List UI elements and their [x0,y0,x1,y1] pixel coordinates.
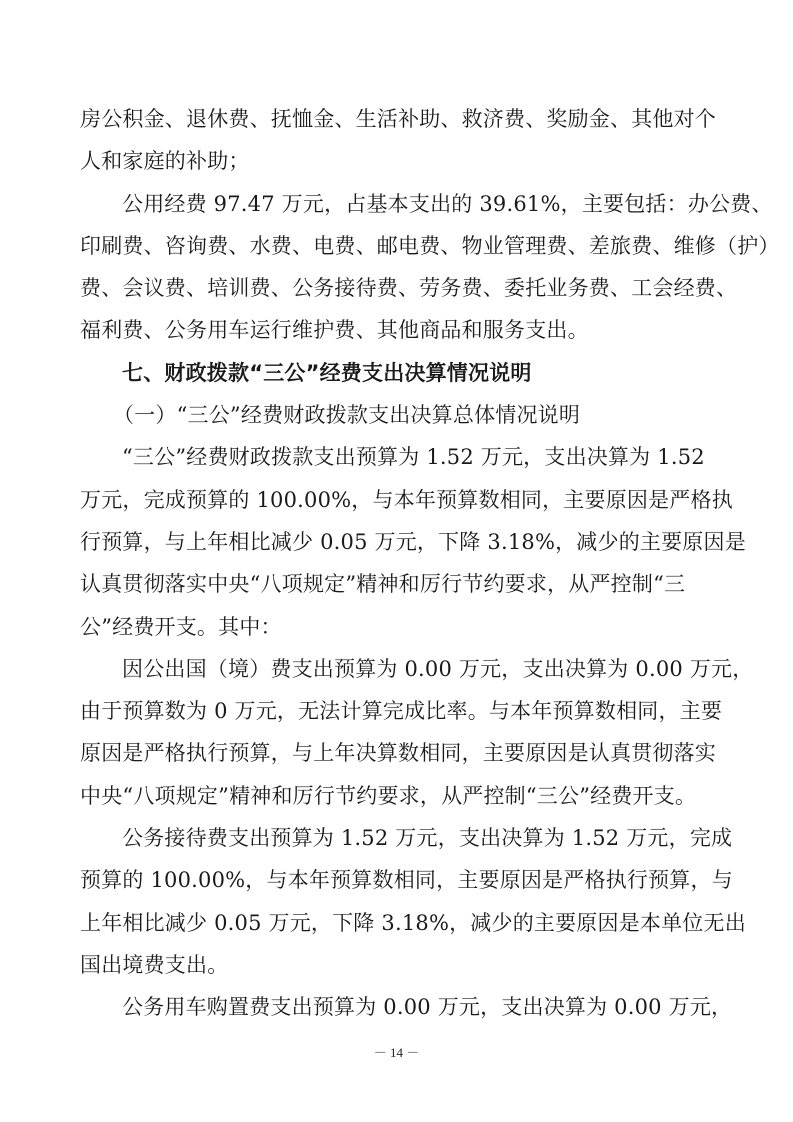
paragraph-line: 印刷费、咨询费、水费、电费、邮电费、物业管理费、差旅费、维修（护） [80,233,780,258]
page-number: － 14 － [373,1045,420,1060]
paragraph-line: 行预算，与上年相比减少 0.05 万元，下降 3.18%，减少的主要原因是 [80,529,746,554]
paragraph-line: 人和家庭的补助； [80,149,250,174]
paragraph-line: 公务用车购置费支出预算为 0.00 万元，支出决算为 0.00 万元， [122,995,733,1020]
paragraph-line: 认真贯彻落实中央“八项规定”精神和厉行节约要求，从严控制“三 [80,572,686,597]
paragraph-line: 中央“八项规定”精神和厉行节约要求，从严控制“三公”经费开支。 [80,783,697,808]
paragraph-line: 原因是严格执行预算，与上年决算数相同，主要原因是认真贯彻落实 [80,741,716,766]
paragraph-line: 公”经费开支。其中： [80,614,282,639]
paragraph-line: 费、会议费、培训费、公务接待费、劳务费、委托业务费、工会经费、 [80,276,738,301]
paragraph-line: 国出境费支出。 [80,952,229,977]
paragraph-line: 预算的 100.00%，与本年预算数相同，主要原因是严格执行预算，与 [80,868,733,893]
paragraph-line: 公用经费 97.47 万元，占基本支出的 39.61%，主要包括：办公费、 [122,191,773,216]
paragraph-line: 上年相比减少 0.05 万元，下降 3.18%，减少的主要原因是本单位无出 [80,910,746,935]
paragraph-line: 由于预算数为 0 万元，无法计算完成比率。与本年预算数相同，主要 [80,699,723,724]
section-heading: 七、财政拨款“三公”经费支出决算情况说明 [122,360,532,385]
paragraph-line: 因公出国（境）费支出预算为 0.00 万元，支出决算为 0.00 万元， [122,656,754,681]
paragraph-line: 万元，完成预算的 100.00%，与本年预算数相同，主要原因是严格执 [80,487,733,512]
paragraph-line: 房公积金、退休费、抚恤金、生活补助、救济费、奖励金、其他对个 [80,107,716,131]
document-body [80,98,780,1029]
paragraph-line: 公务接待费支出预算为 1.52 万元，支出决算为 1.52 万元，完成 [122,826,733,851]
subsection-heading: （一）“三公”经费财政拨款支出决算总体情况说明 [113,403,581,428]
paragraph-line: 福利费、公务用车运行维护费、其他商品和服务支出。 [80,318,589,343]
paragraph-line: “三公”经费财政拨款支出预算为 1.52 万元，支出决算为 1.52 [122,445,705,470]
